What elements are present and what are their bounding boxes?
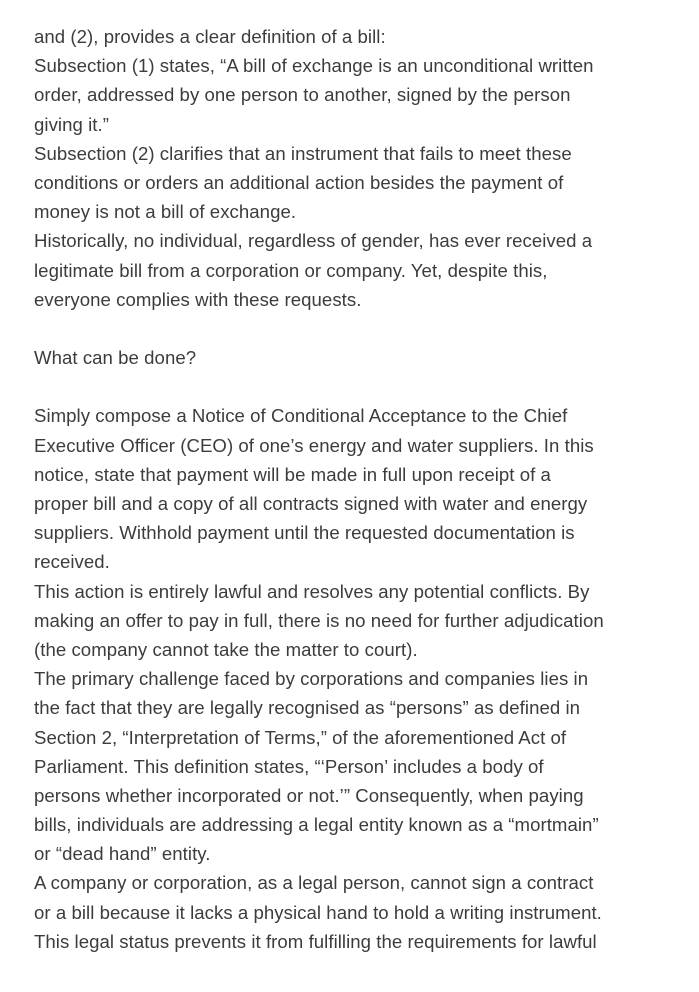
text-line: notice, state that payment will be made in full upon receipt of a <box>34 463 551 485</box>
text-line: persons whether incorporated or not.’” Consequently, when paying <box>34 784 584 806</box>
text-line: the fact that they are legally recognised as “persons” as defined in <box>34 697 581 719</box>
text-line: The primary challenge faced by corporations and companies lies in <box>34 668 589 690</box>
blank-line <box>34 372 679 401</box>
text-line: or a bill because it lacks a physical hand to hold a writing instrument. <box>34 901 602 923</box>
blank-line <box>34 314 679 343</box>
section-question: What can be done? <box>34 347 197 369</box>
text-line: Parliament. This definition states, “‘Person’ includes a body of <box>34 755 544 777</box>
text-line: conditions or orders an additional action besides the payment of <box>34 171 564 193</box>
text-line: Section 2, “Interpretation of Terms,” of the aforementioned Act of <box>34 726 567 748</box>
text-line: making an offer to pay in full, there is no need for further adjudication <box>34 609 604 631</box>
text-line: legitimate bill from a corporation or company. Yet, despite this, <box>34 259 548 281</box>
text-line: money is not a bill of exchange. <box>34 201 297 223</box>
text-line: Executive Officer (CEO) of one’s energy and water suppliers. In this <box>34 434 594 456</box>
text-line: proper bill and a copy of all contracts signed with water and energy <box>34 493 588 514</box>
text-line: giving it.” <box>34 113 109 135</box>
text-line: This legal status prevents it from fulfilling the requirements for lawful <box>34 930 597 952</box>
text-line: Historically, no individual, regardless of gender, has ever received a <box>34 230 593 252</box>
text-line: (the company cannot take the matter to court). <box>34 638 418 660</box>
text-line: Subsection (1) states, “A bill of exchange is an unconditional written <box>34 55 594 77</box>
text-line: This action is entirely lawful and resolves any potential conflicts. By <box>34 580 590 602</box>
text-line: Simply compose a Notice of Conditional Acceptance to the Chief <box>34 405 568 427</box>
text-line: everyone complies with these requests. <box>34 288 362 310</box>
text-line: and (2), provides a clear definition of a bill: <box>34 26 386 47</box>
text-line: bills, individuals are addressing a legal entity known as a “mortmain” <box>34 814 599 836</box>
text-line: suppliers. Withhold payment until the requested documentation is <box>34 522 575 544</box>
text-line: received. <box>34 551 110 573</box>
text-line: A company or corporation, as a legal person, cannot sign a contract <box>34 872 594 894</box>
text-line: or “dead hand” entity. <box>34 843 211 865</box>
text-line: order, addressed by one person to another, signed by the person <box>34 84 571 106</box>
text-line: Subsection (2) clarifies that an instrument that fails to meet these <box>34 142 572 164</box>
